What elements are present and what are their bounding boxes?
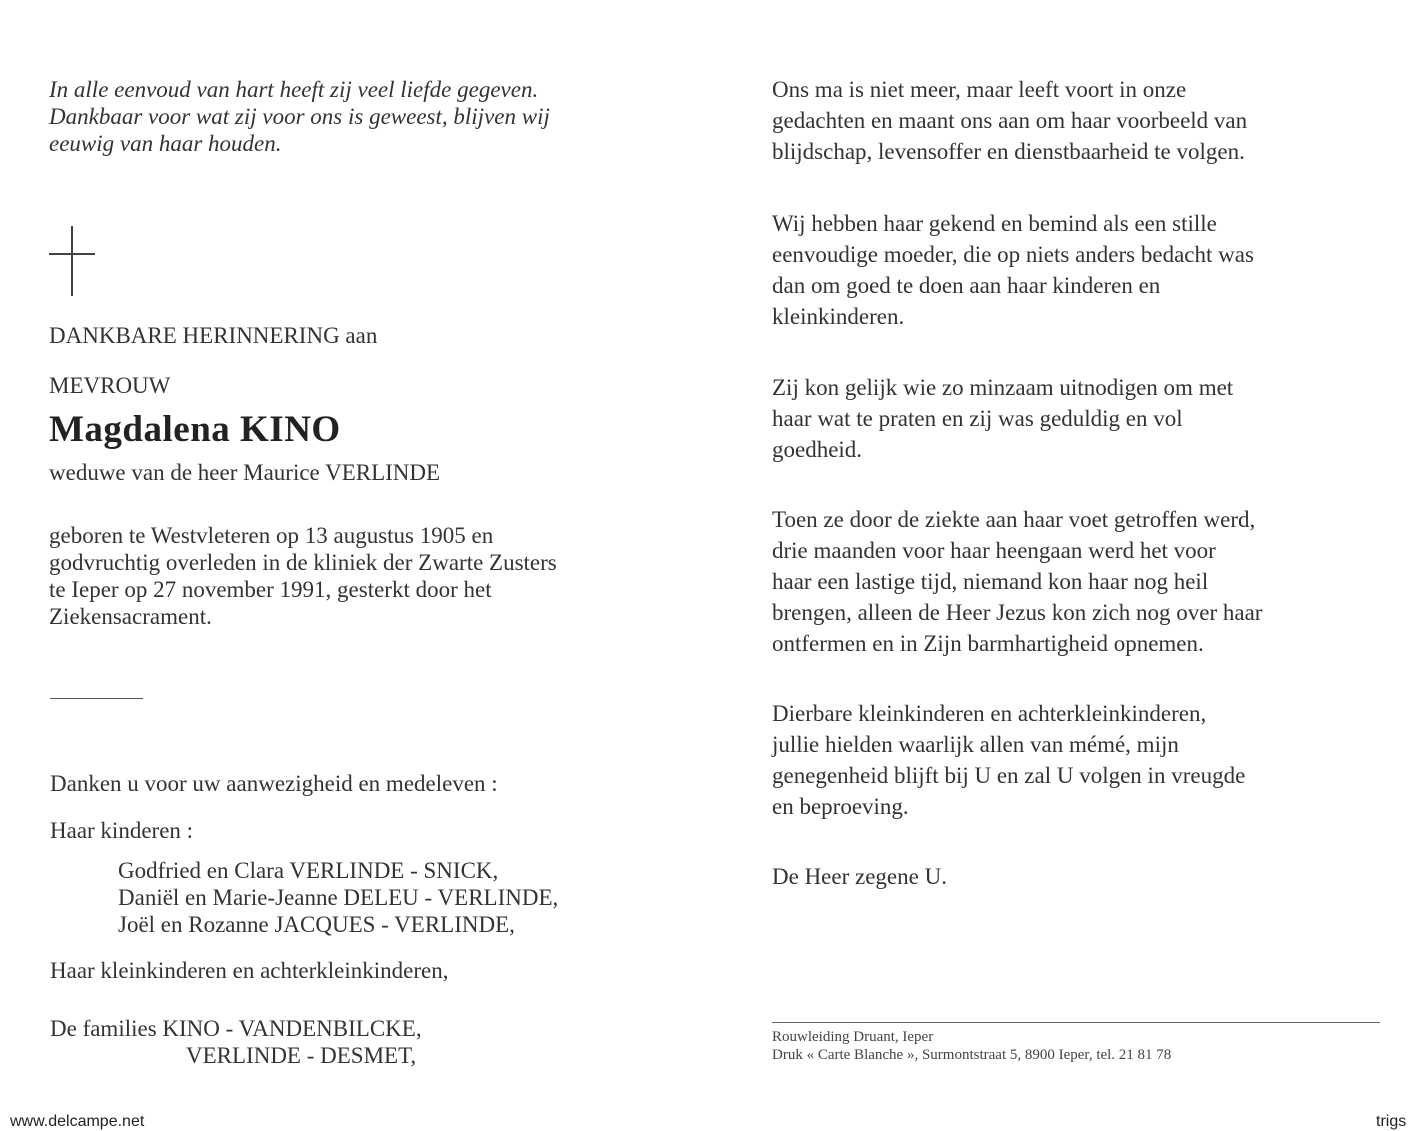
salutation: MEVROUW xyxy=(49,373,171,398)
birth-death-text xyxy=(49,522,557,630)
paragraph-line: gedachten en maant ons aan om haar voorbeeld van xyxy=(772,108,1248,133)
cross-vertical-bar xyxy=(71,226,73,296)
paragraph-line: kleinkinderen. xyxy=(772,304,905,329)
deceased-name: Magdalena KINO xyxy=(49,409,341,450)
opening-quote xyxy=(49,76,550,157)
right-paragraph-5 xyxy=(772,698,1245,822)
birth-death-line: te Ieper op 27 november 1991, gesterkt door het xyxy=(49,577,492,602)
families-line-2: VERLINDE - DESMET, xyxy=(186,1043,417,1068)
grandchildren-label: Haar kleinkinderen en achterkleinkinderen, xyxy=(50,958,449,983)
children-label: Haar kinderen : xyxy=(50,818,194,843)
thanks-line: Danken u voor uw aanwezigheid en medeleven : xyxy=(50,771,498,796)
paragraph-line: brengen, alleen de Heer Jezus kon zich nog over haar xyxy=(772,600,1263,625)
right-paragraph-1 xyxy=(772,74,1247,167)
paragraph-line: jullie hielden waarlijk allen van mémé, mijn xyxy=(772,732,1179,757)
paragraph-line: Dierbare kleinkinderen en achterkleinkinderen, xyxy=(772,701,1207,726)
right-paragraph-4 xyxy=(772,504,1262,659)
footer-divider xyxy=(772,1022,1380,1023)
birth-death-line: geboren te Westvleteren op 13 augustus 1905 en xyxy=(49,523,494,548)
footer-line: Rouwleiding Druant, Ieper xyxy=(772,1029,934,1045)
paragraph-line: drie maanden voor haar heengaan werd het voor xyxy=(772,538,1216,563)
quote-line: Dankbaar voor wat zij voor ons is geweest, blijven wij xyxy=(49,104,550,129)
quote-line: eeuwig van haar houden. xyxy=(49,131,282,156)
footer-line: Druk « Carte Blanche », Surmontstraat 5, 8900 Ieper, tel. 21 81 78 xyxy=(772,1047,1172,1063)
paragraph-line: Zij kon gelijk wie zo minzaam uitnodigen om met xyxy=(772,375,1234,400)
children-list xyxy=(118,857,558,938)
paragraph-line: Toen ze door de ziekte aan haar voet getroffen werd, xyxy=(772,507,1256,532)
paragraph-line: De Heer zegene U. xyxy=(772,864,947,889)
remembrance-heading: DANKBARE HERINNERING aan xyxy=(49,323,378,348)
paragraph-line: genegenheid blijft bij U en zal U volgen in vreugde xyxy=(772,763,1246,788)
paragraph-line: haar wat te praten en zij was geduldig en vol xyxy=(772,406,1183,431)
birth-death-line: Ziekensacrament. xyxy=(49,604,212,629)
paragraph-line: ontfermen en in Zijn barmhartigheid opnemen. xyxy=(772,631,1204,656)
families-line-1: De families KINO - VANDENBILCKE, xyxy=(50,1016,422,1041)
child-entry: Daniël en Marie-Jeanne DELEU - VERLINDE, xyxy=(118,885,559,910)
printer-credits xyxy=(772,1028,1171,1064)
divider xyxy=(50,698,143,699)
paragraph-line: eenvoudige moeder, die op niets anders bedacht was xyxy=(772,242,1254,267)
watermark-seller: trigs xyxy=(1376,1113,1407,1130)
paragraph-line: blijdschap, levensoffer en dienstbaarheid te volgen. xyxy=(772,139,1245,164)
widow-line: weduwe van de heer Maurice VERLINDE xyxy=(49,460,441,485)
paragraph-line: dan om goed te doen aan haar kinderen en xyxy=(772,273,1161,298)
watermark-site: www.delcampe.net xyxy=(10,1113,145,1130)
paragraph-line: goedheid. xyxy=(772,437,863,462)
paragraph-line: haar een lastige tijd, niemand kon haar nog heil xyxy=(772,569,1209,594)
paragraph-line: en beproeving. xyxy=(772,794,909,819)
birth-death-line: godvruchtig overleden in de kliniek der Zwarte Zusters xyxy=(49,550,557,575)
child-entry: Godfried en Clara VERLINDE - SNICK, xyxy=(118,858,499,883)
paragraph-line: Wij hebben haar gekend en bemind als een stille xyxy=(772,211,1217,236)
child-entry: Joël en Rozanne JACQUES - VERLINDE, xyxy=(118,912,515,937)
paragraph-line: Ons ma is niet meer, maar leeft voort in onze xyxy=(772,77,1187,102)
cross-horizontal-bar xyxy=(49,253,95,255)
quote-line: In alle eenvoud van hart heeft zij veel liefde gegeven. xyxy=(49,77,539,102)
blessing xyxy=(772,861,947,892)
right-paragraph-3 xyxy=(772,372,1233,465)
right-paragraph-2 xyxy=(772,208,1254,332)
